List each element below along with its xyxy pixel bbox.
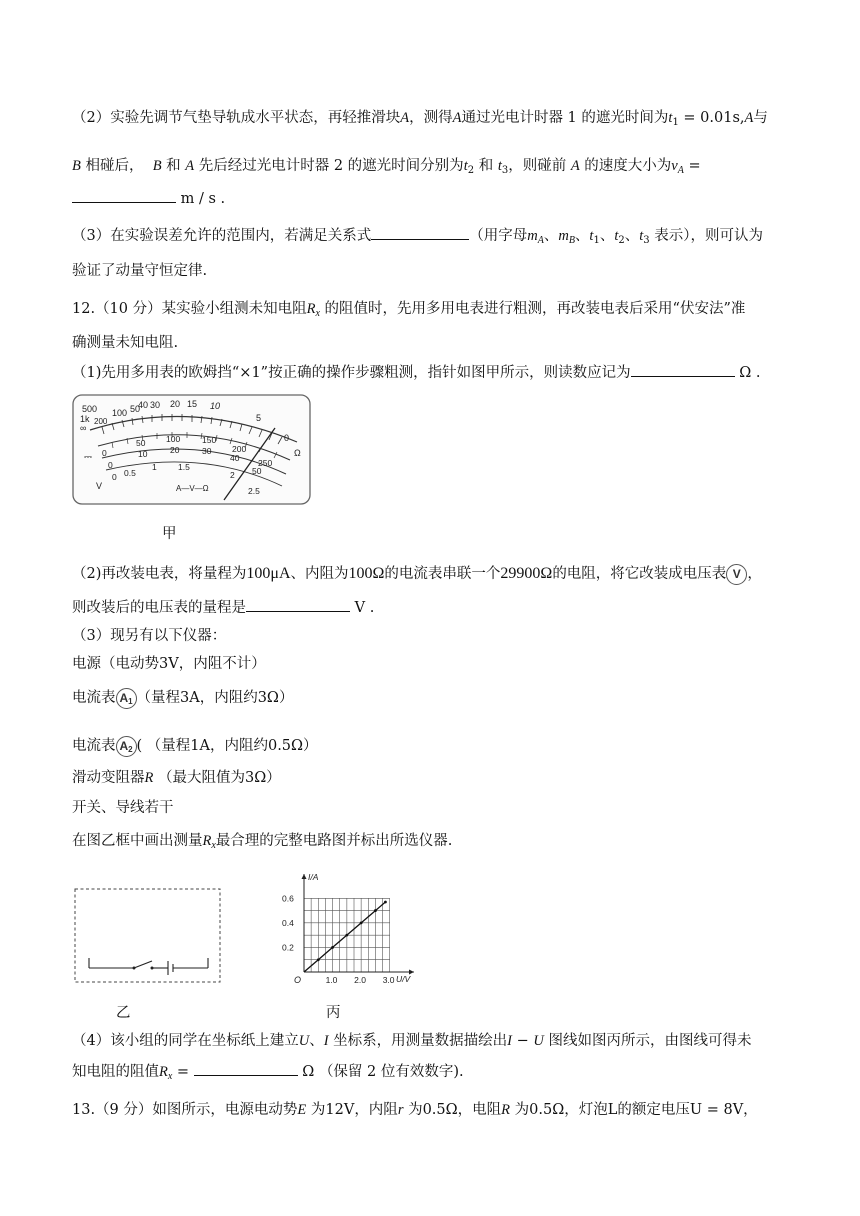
mid-label-200: 200 — [232, 444, 247, 454]
mid-label-250: 250 — [258, 458, 273, 468]
low-label-10: 10 — [138, 449, 148, 459]
y-tick-label: 0.6 — [282, 893, 294, 904]
meter-footer-label: A—V—Ω — [176, 484, 209, 493]
ohm-label-5: 5 — [256, 413, 262, 423]
iu-data-point — [317, 958, 320, 961]
iu-data-point — [384, 901, 387, 904]
item-rheostat: 滑动变阻器R （最大阻值为3Ω） — [72, 770, 281, 786]
switch-blade — [134, 961, 152, 968]
y-tick-label: 0.4 — [282, 917, 294, 928]
low-label-20: 20 — [170, 445, 180, 455]
answer-blank-vA[interactable] — [72, 188, 176, 203]
figure-yi-circuit-box — [72, 886, 224, 986]
ohm-label-40: 40 — [138, 400, 149, 410]
ac-label-1.5: 1.5 — [178, 462, 190, 472]
figure-bing-iu-chart — [278, 866, 418, 990]
mid-label-100: 100 — [166, 434, 181, 444]
dc-symbol: ⎓ — [84, 452, 92, 463]
x-tick-label: 1.0 — [325, 975, 338, 985]
q12-part4-line2: 知电阻的阻值$R_x = \Omega$ （保留 2 位有效数字). — [72, 1060, 464, 1082]
ac-label-1: 1 — [152, 462, 157, 472]
answer-blank-relation[interactable] — [371, 225, 469, 240]
item-ammeter-a2: 电流表 A2 ( （量程1A，内阻约0.5Ω） — [72, 734, 318, 757]
iu-data-point — [360, 921, 363, 924]
answer-blank-ohm-reading[interactable] — [631, 362, 735, 377]
q11-part3-line2: 验证了动量守恒定律. — [72, 263, 208, 279]
x-axis-label: U/V — [396, 974, 411, 984]
figure-yi-caption: 乙 — [116, 1005, 131, 1021]
low-label-0: 0 — [108, 460, 113, 470]
q12-intro-line1: 12.（10 分）某实验小组测未知电阻$R_x$ 的阻值时，先用多用电表进行粗测，再改装电表后采用“伏安法”准 — [72, 301, 746, 319]
ohm-label-30: 30 — [150, 400, 161, 410]
ammeter-a1-symbol: A1 — [116, 688, 137, 709]
q13-line1: 13.（9 分）如图所示，电源电动势E 为12V，内阻r 为0.5Ω，电阻R 为0.5Ω，灯泡L的额定电压U = 8V， — [72, 1102, 758, 1118]
answer-blank-rx[interactable] — [194, 1061, 298, 1076]
ohm-label-100: 100 — [112, 408, 128, 418]
ohm-label-200: 200 — [94, 417, 108, 426]
ohm-unit-label: Ω — [294, 448, 301, 458]
voltmeter-symbol: V — [726, 564, 747, 585]
ohm-label-inf: ∞ — [80, 423, 87, 433]
q12-intro-line2: 确测量未知电阻. — [72, 335, 179, 351]
mid-label-150: 150 — [202, 435, 217, 445]
item-power-supply: 电源（电动势3V，内阻不计） — [72, 656, 266, 672]
iu-data-point — [345, 934, 348, 937]
q12-part1: （1)先用多用表的欧姆挡“×1”按正确的操作步骤粗测，指针如图甲所示，则读数应记为 Ω . — [72, 361, 760, 382]
origin-label: O — [294, 975, 302, 985]
ohm-label-500: 500 — [82, 404, 98, 414]
ohm-label-15: 15 — [187, 399, 198, 409]
ohm-label-50: 50 — [130, 404, 141, 414]
y-axis-label: I/A — [308, 872, 319, 882]
ac-v-symbol: V — [96, 481, 103, 491]
q12-part3-task: 在图乙框中画出测量$R_x$最合理的完整电路图并标出所选仪器. — [72, 833, 453, 851]
ohm-label-0: 0 — [284, 433, 290, 443]
y-axis-arrow — [302, 874, 307, 879]
item-ammeter-a1: 电流表 A1 （量程3A，内阻约3Ω） — [72, 686, 293, 709]
iu-data-point — [331, 946, 334, 949]
ac-label-2: 2 — [230, 470, 235, 480]
ammeter-a2-symbol: A2 — [116, 736, 137, 757]
figure-jia-caption: 甲 — [162, 526, 177, 542]
q11-part2-line2: B 相碰后， B 和 A 先后经过光电计时器 2 的遮光时间分别为$t_2$ 和 $t_3$，则碰前 A 的速度大小为$v_A$ = — [72, 158, 701, 176]
q11-part2-line3: m / s . — [72, 188, 225, 207]
y-tick-label: 0.2 — [282, 942, 294, 953]
ac-label-0: 0 — [112, 472, 117, 482]
q11-part3-line1: （3）在实验误差允许的范围内，若满足关系式 （用字母$m_A$、$m_B$、$t_1$、$t_2$、$t_3$ 表示），则可认为 — [72, 224, 763, 246]
ohm-label-10: 10 — [210, 401, 221, 411]
q12-part3-intro: （3）现另有以下仪器： — [72, 628, 227, 644]
x-tick-label: 2.0 — [354, 975, 366, 985]
iu-series-line — [304, 902, 385, 972]
ohm-label-1k: 1k — [80, 414, 90, 424]
q12-part2-line2: 则改装后的电压表的量程是 V . — [72, 596, 374, 617]
x-tick-label: 3.0 — [382, 975, 395, 985]
figure-bing-caption: 丙 — [326, 1005, 341, 1021]
answer-blank-voltmeter-range[interactable] — [246, 597, 350, 612]
mid-label-50: 50 — [136, 438, 146, 448]
low-label-40: 40 — [230, 453, 240, 463]
item-switch-wires: 开关、导线若干 — [72, 800, 174, 816]
figure-jia-multimeter — [72, 394, 312, 506]
ac-label-2.5: 2.5 — [248, 486, 260, 496]
low-label-30: 30 — [202, 446, 212, 456]
q11-part2-line1: （2）实验先调节气垫导轨成水平状态，再轻推滑块A，测得A通过光电计时器 1 的遮光时间为$t_1 = 0.01s,A$与 — [72, 110, 768, 128]
low-label-50: 50 — [252, 466, 262, 476]
ac-label-0.5: 0.5 — [124, 468, 136, 478]
iu-data-point — [374, 909, 377, 912]
mid-label-0: 0 — [102, 448, 107, 458]
q12-part2-line1: （2)再改装电表，将量程为100μA、内阻为100Ω的电流表串联一个29900Ω的电阻，将它改装成电压表 V ， — [72, 562, 762, 585]
ohm-label-20: 20 — [170, 399, 181, 409]
q12-part4-line1: （4）该小组的同学在坐标纸上建立U、I 坐标系，用测量数据描绘出I − U 图线如图丙所示，由图线可得未 — [72, 1033, 752, 1049]
